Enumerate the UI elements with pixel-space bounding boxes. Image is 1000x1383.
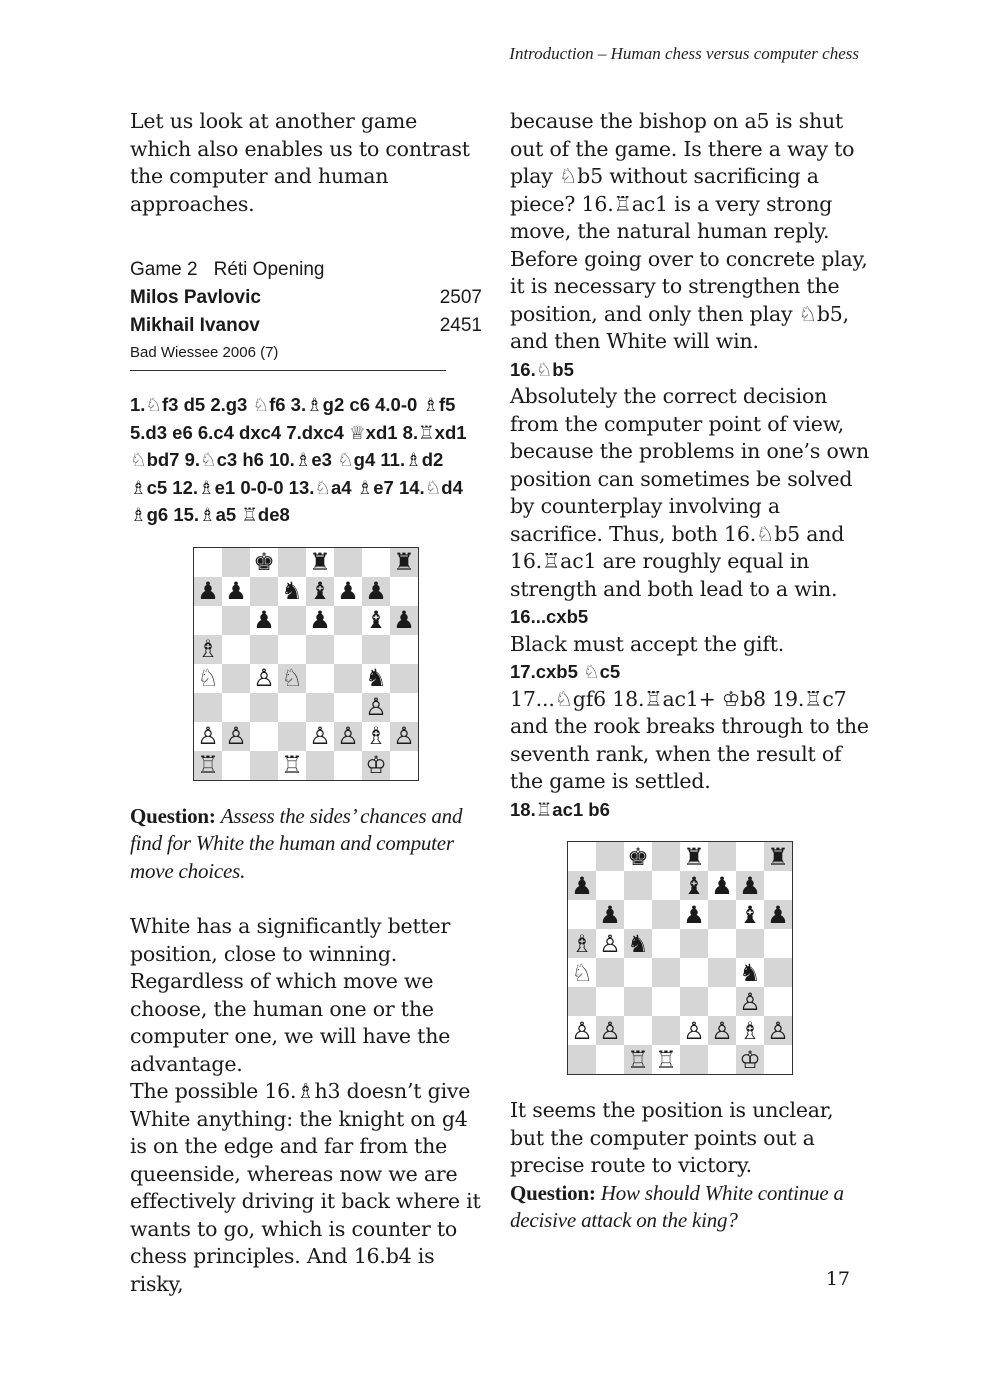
board-square	[278, 577, 306, 606]
board-square	[362, 548, 390, 577]
running-title: Introduction – Human chess versus computer chess	[509, 44, 859, 63]
board-square	[194, 606, 222, 635]
board-square	[708, 987, 736, 1016]
board-square	[624, 958, 652, 987]
chess-piece: ♞	[365, 664, 387, 692]
right-paragraph-3: Black must accept the gift.	[510, 631, 785, 656]
board-square	[250, 606, 278, 635]
chess-piece: ♙	[393, 722, 415, 750]
chess-piece: ♙	[225, 722, 247, 750]
board-square	[596, 987, 624, 1016]
board-square	[222, 751, 250, 780]
board-square	[194, 577, 222, 606]
chess-piece: ♞	[281, 577, 303, 605]
board-square	[764, 1045, 792, 1074]
board-square	[708, 842, 736, 871]
board-square	[764, 842, 792, 871]
board-square	[278, 548, 306, 577]
board-square	[250, 664, 278, 693]
board-square	[736, 987, 764, 1016]
board-square	[222, 664, 250, 693]
board-square	[680, 900, 708, 929]
board-square	[736, 1016, 764, 1045]
chess-diagram-2	[567, 841, 793, 1075]
board-square	[736, 958, 764, 987]
board-square	[250, 577, 278, 606]
board-square	[194, 635, 222, 664]
right-paragraph-4: 17...♘gf6 18.♖ac1+ ♔b8 19.♖c7 and the rook breaks through to the seventh rank, when the result of the game is settled.	[510, 686, 869, 793]
board-square	[250, 751, 278, 780]
board-square	[596, 842, 624, 871]
board-square	[764, 958, 792, 987]
board-square	[624, 929, 652, 958]
board-square	[278, 693, 306, 722]
board-1-wrapper	[130, 547, 482, 781]
game-opening: Réti Opening	[213, 259, 325, 280]
board-square	[652, 1016, 680, 1045]
board-square	[250, 722, 278, 751]
board-square	[680, 1016, 708, 1045]
board-square	[390, 635, 418, 664]
chess-piece: ♜	[767, 842, 789, 871]
board-square	[306, 751, 334, 780]
left-paragraph-2: The possible 16.♗h3 doesn’t give White anything: the knight on g4 is on the edge and far from the queenside, whereas now we are effectively driving it back where it wants to go, which is counter to chess principles. And 16.b4 is risky,	[130, 1079, 481, 1296]
board-square	[390, 606, 418, 635]
board-square	[194, 751, 222, 780]
left-paragraph-1: White has a significantly better position, close to winning. Regardless of which move we choose, the human one or the computer one, we will have the advantage.	[130, 914, 451, 1076]
left-question	[130, 803, 482, 886]
board-square	[334, 577, 362, 606]
board-square	[624, 871, 652, 900]
board-square	[764, 987, 792, 1016]
chess-piece: ♗	[571, 929, 593, 958]
board-square	[306, 664, 334, 693]
board-square	[222, 635, 250, 664]
chess-piece: ♝	[739, 900, 761, 929]
board-square	[362, 635, 390, 664]
board-square	[194, 693, 222, 722]
right-paragraph-5: It seems the position is unclear, but the computer points out a precise route to victory.	[510, 1098, 834, 1177]
chess-piece: ♟	[225, 577, 247, 605]
chess-piece: ♝	[309, 577, 331, 605]
board-square	[306, 635, 334, 664]
chess-diagram-1	[193, 547, 419, 781]
board-square	[194, 664, 222, 693]
board-square	[708, 1016, 736, 1045]
board-square	[250, 548, 278, 577]
game-number: Game 2	[130, 259, 198, 280]
board-square	[362, 722, 390, 751]
chess-piece: ♝	[683, 871, 705, 900]
board-square	[652, 842, 680, 871]
board-square	[624, 987, 652, 1016]
board-square	[568, 929, 596, 958]
board-square	[334, 606, 362, 635]
white-player	[130, 284, 482, 312]
right-paragraph-1: because the bishop on a5 is shut out of the game. Is there a way to play ♘b5 without sacrificing a piece? 16.♖ac1 is a very strong move, the natural human reply. Before going over to concrete play, it is necessary to strengthen the position, and only then play ♘b5, and then White will win.	[510, 109, 868, 353]
board-square	[306, 548, 334, 577]
board-square	[652, 929, 680, 958]
board-square	[652, 958, 680, 987]
board-square	[390, 577, 418, 606]
board-square	[736, 871, 764, 900]
chess-piece: ♜	[683, 842, 705, 871]
chess-piece: ♘	[197, 664, 219, 692]
chess-piece: ♟	[197, 577, 219, 605]
question-label: Question:	[130, 803, 216, 828]
chess-piece: ♙	[739, 987, 761, 1016]
move-16-cxb5: 16...cxb5	[510, 606, 589, 627]
board-square	[596, 900, 624, 929]
board-square	[680, 929, 708, 958]
board-square	[624, 1045, 652, 1074]
chess-piece: ♖	[627, 1045, 649, 1074]
chess-piece: ♟	[337, 577, 359, 605]
chess-piece: ♟	[767, 900, 789, 929]
black-player-rating: 2451	[439, 315, 482, 336]
board-square	[652, 900, 680, 929]
board-square	[390, 664, 418, 693]
board-square	[596, 958, 624, 987]
chess-piece: ♙	[767, 1016, 789, 1045]
chess-piece: ♙	[365, 693, 387, 721]
chess-piece: ♟	[739, 871, 761, 900]
page-number: 17	[825, 1268, 850, 1290]
black-player	[130, 312, 482, 340]
board-square	[652, 987, 680, 1016]
chess-piece: ♚	[627, 842, 649, 871]
board-square	[652, 871, 680, 900]
chess-piece: ♟	[365, 577, 387, 605]
chess-piece: ♙	[599, 929, 621, 958]
board-square	[764, 929, 792, 958]
board-square	[306, 606, 334, 635]
board-square	[390, 548, 418, 577]
chess-piece: ♝	[365, 606, 387, 634]
board-square	[334, 751, 362, 780]
board-square	[362, 751, 390, 780]
chess-piece: ♚	[253, 548, 275, 576]
board-square	[624, 842, 652, 871]
board-square	[362, 606, 390, 635]
chess-piece: ♙	[571, 1016, 593, 1045]
chess-piece: ♗	[365, 722, 387, 750]
board-square	[250, 635, 278, 664]
board-square	[736, 842, 764, 871]
black-player-name: Mikhail Ivanov	[130, 315, 260, 336]
chess-piece: ♙	[337, 722, 359, 750]
board-square	[596, 1016, 624, 1045]
chess-piece: ♘	[571, 958, 593, 987]
chess-piece: ♟	[393, 606, 415, 634]
chess-piece: ♟	[711, 871, 733, 900]
board-square	[568, 1045, 596, 1074]
chess-piece: ♟	[309, 606, 331, 634]
board-square	[708, 900, 736, 929]
board-square	[334, 722, 362, 751]
board-square	[736, 900, 764, 929]
board-square	[306, 693, 334, 722]
board-square	[278, 751, 306, 780]
board-square	[222, 577, 250, 606]
board-square	[222, 722, 250, 751]
chess-piece: ♟	[253, 606, 275, 634]
question-label: Question:	[510, 1180, 596, 1205]
board-square	[306, 577, 334, 606]
right-column	[510, 108, 870, 1235]
chess-piece: ♖	[655, 1045, 677, 1074]
board-square	[568, 842, 596, 871]
chess-piece: ♙	[711, 1016, 733, 1045]
left-column	[130, 108, 482, 1298]
board-square	[390, 693, 418, 722]
chess-piece: ♗	[197, 635, 219, 663]
board-square	[222, 693, 250, 722]
board-square	[680, 871, 708, 900]
board-square	[568, 987, 596, 1016]
opening-moves: 1.♘f3 d5 2.g3 ♘f6 3.♗g2 c6 4.0-0 ♗f5 5.d3 e6 6.c4 dxc4 7.dxc4 ♕xd1 8.♖xd1 ♘bd7 9.♘c3 h6 10.♗e3 ♘g4 11.♗d2 ♗c5 12.♗e1 0-0-0 13.♘a4 ♗e7 14.♘d4 ♗g6 15.♗a5 ♖de8	[130, 394, 467, 525]
board-square	[708, 929, 736, 958]
board-square	[596, 1045, 624, 1074]
game-title	[130, 256, 482, 284]
board-square	[194, 548, 222, 577]
board-square	[278, 664, 306, 693]
board-square	[764, 1016, 792, 1045]
board-square	[334, 693, 362, 722]
board-square	[680, 987, 708, 1016]
board-square	[306, 722, 334, 751]
board-square	[334, 635, 362, 664]
board-square	[680, 1045, 708, 1074]
chess-piece: ♜	[393, 548, 415, 576]
move-17-cxb5: 17.cxb5 ♘c5	[510, 661, 621, 682]
board-square	[568, 1016, 596, 1045]
board-square	[568, 871, 596, 900]
board-square	[278, 606, 306, 635]
chess-piece: ♞	[739, 958, 761, 987]
board-2-wrapper	[510, 841, 870, 1075]
board-square	[680, 842, 708, 871]
chess-piece: ♘	[281, 664, 303, 692]
board-square	[624, 900, 652, 929]
chess-piece: ♟	[599, 900, 621, 929]
right-question	[510, 1180, 870, 1235]
board-square	[596, 871, 624, 900]
chess-piece: ♙	[683, 1016, 705, 1045]
chess-piece: ♟	[571, 871, 593, 900]
board-square	[194, 722, 222, 751]
board-square	[568, 900, 596, 929]
board-square	[708, 871, 736, 900]
board-square	[736, 1045, 764, 1074]
board-square	[624, 1016, 652, 1045]
move-18-rac1: 18.♖ac1 b6	[510, 798, 610, 820]
chess-piece: ♙	[197, 722, 219, 750]
board-square	[708, 1045, 736, 1074]
board-square	[736, 929, 764, 958]
board-square	[334, 548, 362, 577]
chess-piece: ♞	[627, 929, 649, 958]
question-text: How should White continue a decisive attack on the king?	[510, 1180, 844, 1232]
board-square	[362, 577, 390, 606]
game-event: Bad Wiessee 2006 (7)	[130, 340, 446, 371]
board-square	[596, 929, 624, 958]
chess-piece: ♖	[281, 751, 303, 779]
chess-piece: ♟	[683, 900, 705, 929]
board-square	[334, 664, 362, 693]
board-square	[390, 722, 418, 751]
board-square	[222, 606, 250, 635]
board-square	[680, 958, 708, 987]
chess-piece: ♙	[253, 664, 275, 692]
chess-piece: ♔	[739, 1045, 761, 1074]
game-header	[130, 256, 482, 371]
board-square	[362, 693, 390, 722]
chess-piece: ♗	[739, 1016, 761, 1045]
board-square	[278, 635, 306, 664]
white-player-rating: 2507	[439, 287, 482, 308]
board-square	[362, 664, 390, 693]
board-square	[278, 722, 306, 751]
question-text: Assess the sides’ chances and find for White the human and computer move choices.	[130, 803, 463, 883]
board-square	[250, 693, 278, 722]
board-square	[222, 548, 250, 577]
chess-piece: ♙	[309, 722, 331, 750]
chess-piece: ♜	[309, 548, 331, 576]
white-player-name: Milos Pavlovic	[130, 287, 261, 308]
move-16-nb5: 16.♘b5	[510, 358, 574, 380]
board-square	[652, 1045, 680, 1074]
board-square	[568, 958, 596, 987]
board-square	[390, 751, 418, 780]
chess-piece: ♖	[197, 751, 219, 779]
board-square	[708, 958, 736, 987]
board-square	[764, 871, 792, 900]
intro-paragraph: Let us look at another game which also enables us to contrast the computer and human approaches.	[130, 109, 470, 216]
board-square	[764, 900, 792, 929]
chess-piece: ♔	[365, 751, 387, 779]
chess-piece: ♙	[599, 1016, 621, 1045]
right-paragraph-2: Absolutely the correct decision from the computer point of view, because the problems in one’s own position can sometimes be solved by counterplay involving a sacrifice. Thus, both 16.♘b5 and 16.♖ac1 are roughly equal in strength and both lead to a win.	[510, 384, 869, 601]
